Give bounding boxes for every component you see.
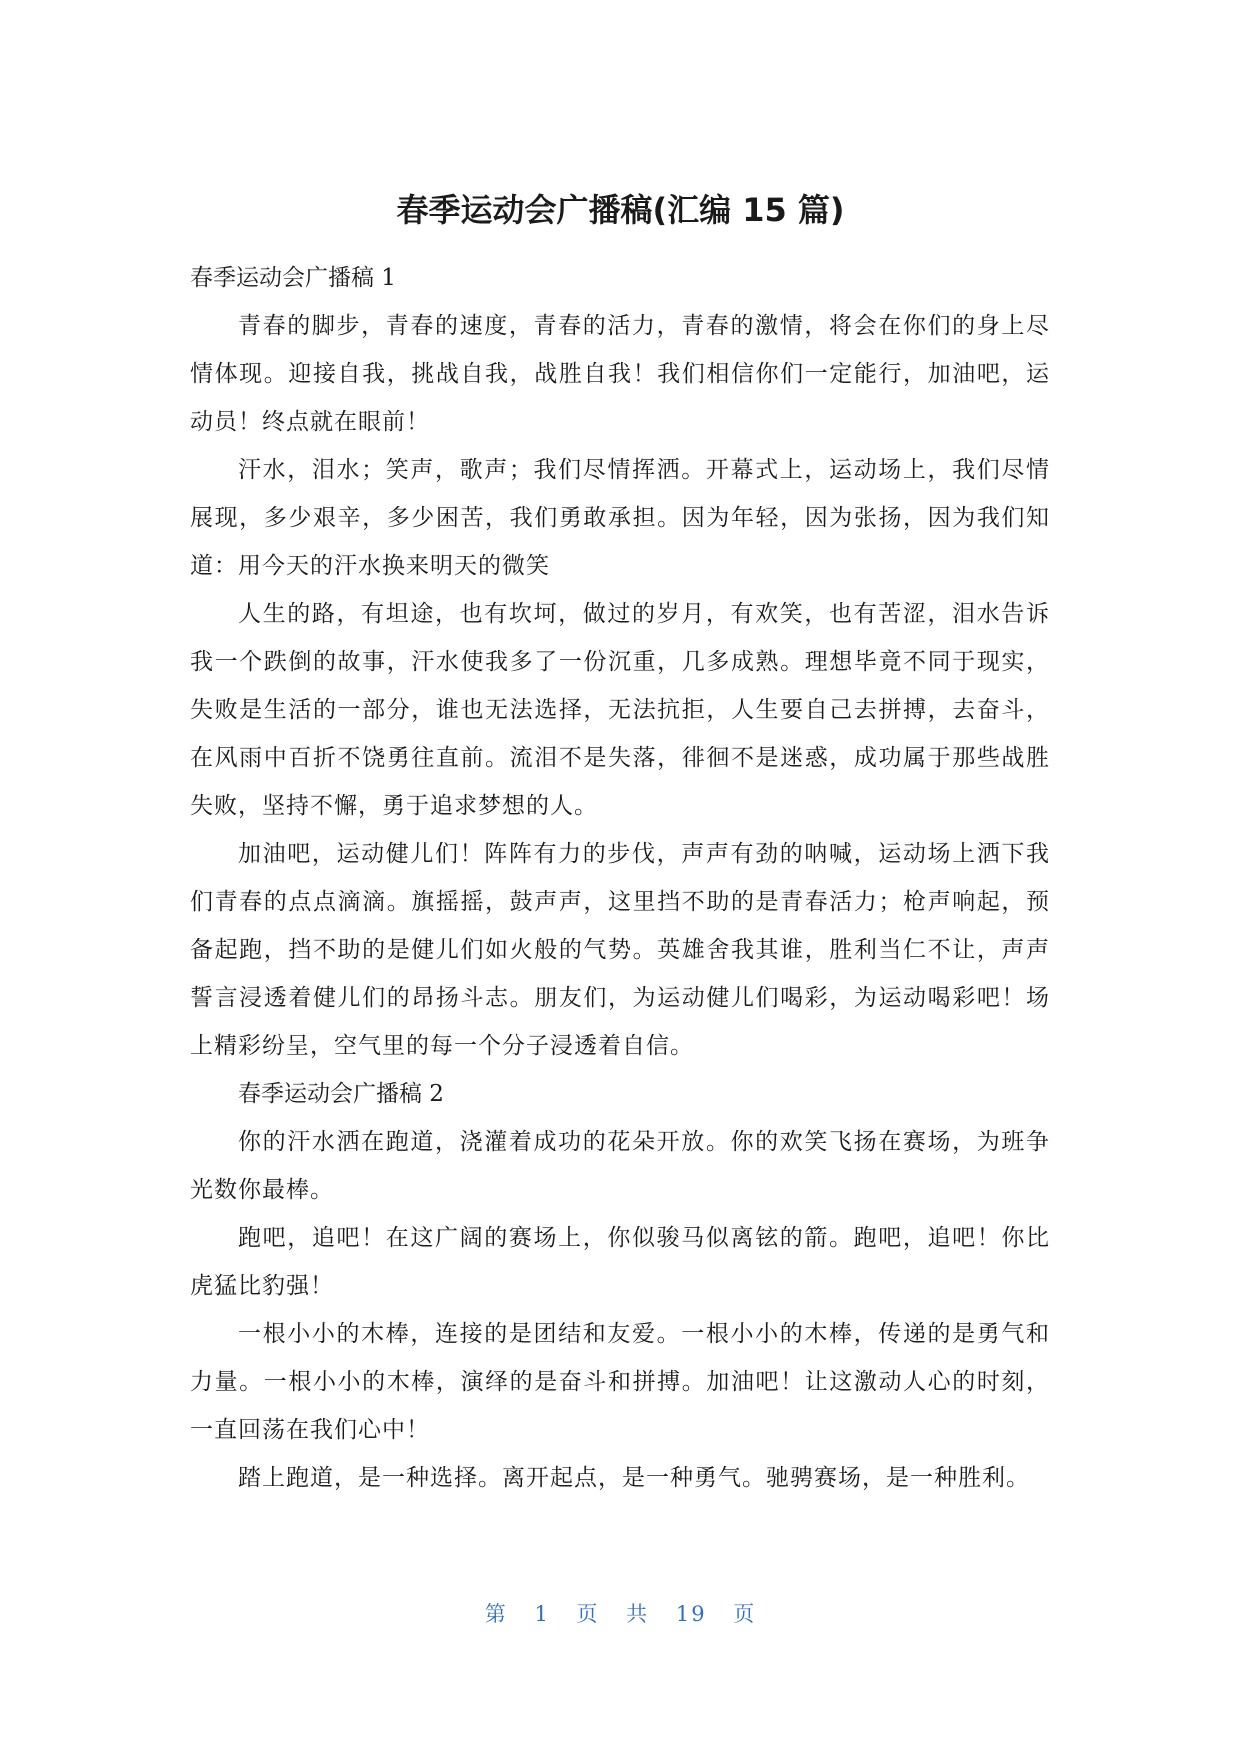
paragraph: 加油吧，运动健儿们！阵阵有力的步伐，声声有劲的呐喊，运动场上洒下我们青春的点点滴滴。旗摇摇，鼓声声，这里挡不助的是青春活力；枪声响起，预备起跑，挡不助的是健儿们如火般的气势。英雄舍我其谁，胜利当仁不让，声声誓言浸透着健儿们的昂扬斗志。朋友们，为运动健儿们喝彩，为运动喝彩吧！场上精彩纷呈，空气里的每一个分子浸透着自信。 (190, 841, 1050, 1059)
paragraph: 你的汗水洒在跑道，浇灌着成功的花朵开放。你的欢笑飞扬在赛场，为班争光数你最棒。 (190, 1129, 1050, 1203)
section-heading: 春季运动会广播稿 2 (238, 1081, 444, 1107)
paragraph: 踏上跑道，是一种选择。离开起点，是一种勇气。驰骋赛场，是一种胜利。 (238, 1465, 1030, 1491)
document-body (190, 254, 1050, 1502)
section-heading: 春季运动会广播稿 1 (190, 265, 396, 291)
paragraph: 汗水，泪水；笑声，歌声；我们尽情挥洒。开幕式上，运动场上，我们尽情展现，多少艰辛，多少困苦，我们勇敢承担。因为年轻，因为张扬，因为我们知道：用今天的汗水换来明天的微笑 (190, 457, 1050, 579)
paragraph: 一根小小的木棒，连接的是团结和友爱。一根小小的木棒，传递的是勇气和力量。一根小小的木棒，演绎的是奋斗和拼搏。加油吧！让这激动人心的时刻，一直回荡在我们心中！ (190, 1321, 1050, 1443)
document-title: 春季运动会广播稿(汇编 15 篇) (396, 191, 845, 229)
paragraph: 青春的脚步，青春的速度，青春的活力，青春的激情，将会在你们的身上尽情体现。迎接自我，挑战自我，战胜自我！我们相信你们一定能行，加油吧，运动员！终点就在眼前！ (190, 313, 1050, 435)
paragraph: 人生的路，有坦途，也有坎坷，做过的岁月，有欢笑，也有苦涩，泪水告诉我一个跌倒的故事，汗水使我多了一份沉重，几多成熟。理想毕竟不同于现实，失败是生活的一部分，谁也无法选择，无法抗拒，人生要自己去拼搏，去奋斗，在风雨中百折不饶勇往直前。流泪不是失落，徘徊不是迷惑，成功属于那些战胜失败，坚持不懈，勇于追求梦想的人。 (190, 601, 1050, 819)
page-number-footer: 第 1 页 共 19 页 (484, 1602, 757, 1626)
paragraph: 跑吧，追吧！在这广阔的赛场上，你似骏马似离铉的箭。跑吧，追吧！你比虎猛比豹强！ (190, 1225, 1050, 1299)
